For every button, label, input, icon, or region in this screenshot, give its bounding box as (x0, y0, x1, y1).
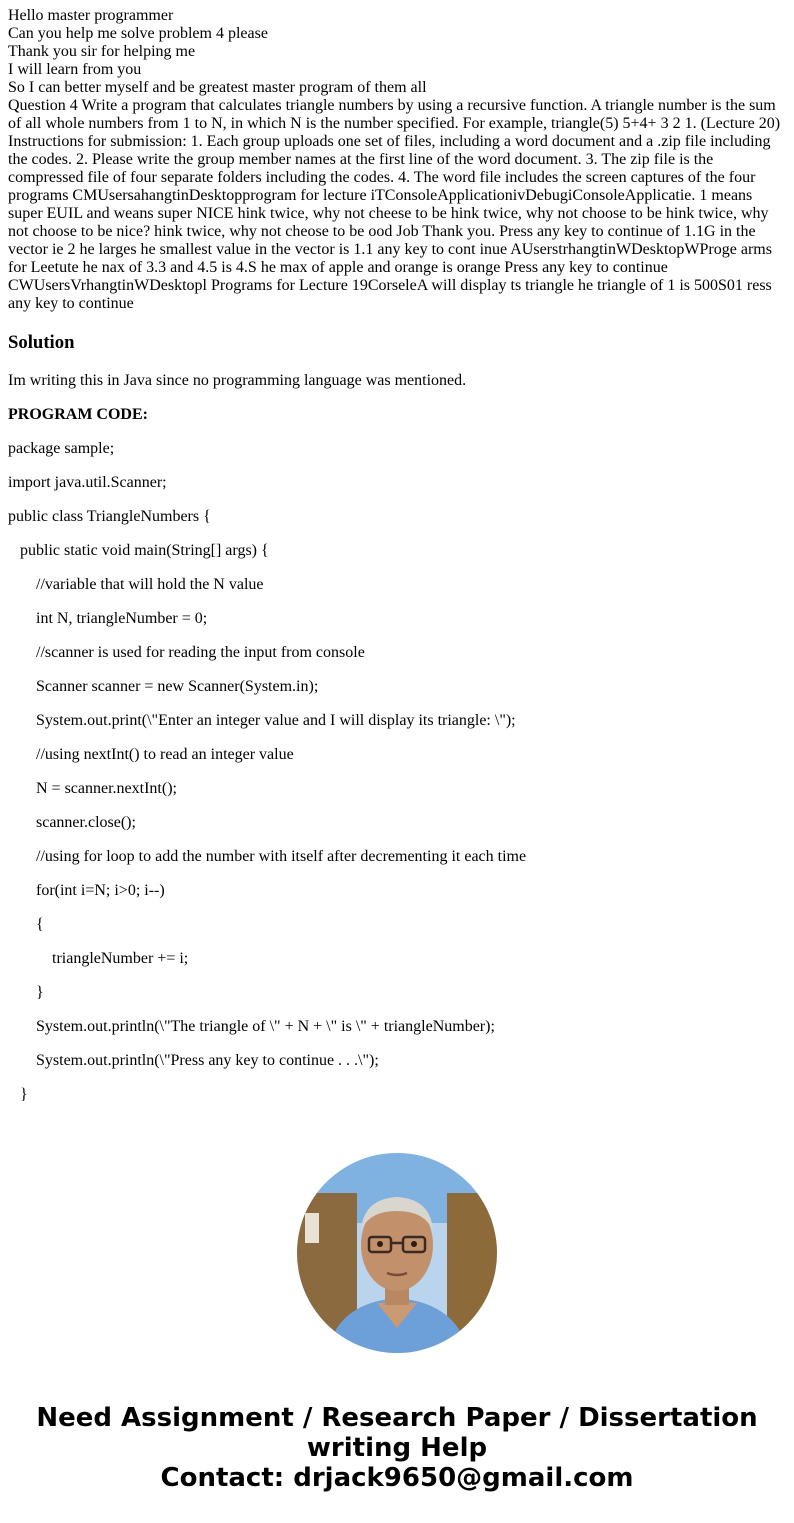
code-line: } (20, 1086, 28, 1103)
code-line: public static void main(String[] args) { (20, 542, 269, 559)
code-line: //using for loop to add the number with itself after decrementing it each time (36, 848, 527, 865)
promo-line-2: writing Help (306, 1433, 488, 1463)
code-line: //using nextInt() to read an integer value (36, 746, 294, 763)
question-body: Question 4 Write a program that calculates triangle numbers by using a recursive function. A triangle number is the sum of all whole numbers from 1 to N, in which N is the number specified. For example, triangle(5) 5+4+ 3 2 1. (Lecture 20) Instructions for submission: 1. Each group uploads one set of files, including a word document and a .zip file including the codes. 2. Please write the group member names at the first line of the word document. 3. The zip file is the compressed file of four separate folders including the codes. 4. The word file includes the screen captures of the four programs CMUsersahangtinDesktopprogram for lecture iTConsoleApplicationivDebugiConsoleApplicatie. 1 means super EUIL and weans super NICE hink twice, why not cheese to be hink twice, why not choose to be hink twice, why not choose to be nice? hink twice, why not cheose to be ood Job Thank you. Press any key to continue of 1.1G in the vector ie 2 he larges he smallest value in the vector is 1.1 any key to cont inue AUserstrhangtinWDesktopWProge arms for Leetute he nax of 3.3 and 4.5 is 4.S he max of apple and orange is orange Press any key to continue CWUsersVrhangtinWDesktopl Programs for Lecture 19CorseleA will display ts triangle he triangle of 1 is 500S01 ress any key to continue (8, 97, 781, 312)
code-line: System.out.println(\"The triangle of \" + N + \" is \" + triangleNumber); (36, 1018, 495, 1035)
code-line: Scanner scanner = new Scanner(System.in); (36, 678, 319, 695)
solution-intro: Im writing this in Java since no programming language was mentioned. (8, 372, 467, 389)
code-line: public class TriangleNumbers { (8, 508, 211, 525)
code-line: for(int i=N; i>0; i--) (36, 882, 165, 899)
promo-banner (0, 1403, 794, 1493)
code-line: //variable that will hold the N value (36, 576, 264, 593)
solution-heading: Solution (8, 332, 75, 353)
code-line: System.out.println(\"Press any key to continue . . .\"); (36, 1052, 379, 1069)
better-line: So I can better myself and be greatest master program of them all (8, 79, 427, 96)
greeting-line: Hello master programmer (8, 7, 174, 24)
code-line: { (36, 916, 44, 933)
code-line: package sample; (8, 440, 115, 457)
promo-contact: Contact: drjack9650@gmail.com (160, 1463, 634, 1493)
code-line: triangleNumber += i; (52, 950, 189, 967)
program-code-label: PROGRAM CODE: (8, 406, 148, 423)
solution-section (8, 372, 784, 1120)
code-line: scanner.close(); (36, 814, 136, 831)
code-line: N = scanner.nextInt(); (36, 780, 177, 797)
code-line: //scanner is used for reading the input from console (36, 644, 365, 661)
question-section (8, 7, 784, 313)
learn-line: I will learn from you (8, 61, 142, 78)
code-line: import java.util.Scanner; (8, 474, 167, 491)
promo-line-1: Need Assignment / Research Paper / Dissertation (36, 1403, 758, 1433)
request-line: Can you help me solve problem 4 please (8, 25, 268, 42)
thanks-line: Thank you sir for helping me (8, 43, 196, 60)
tutor-portrait-image (297, 1153, 497, 1353)
code-line: System.out.print(\"Enter an integer value and I will display its triangle: \"); (36, 712, 516, 729)
code-line: } (36, 984, 44, 1001)
tutor-avatar (297, 1153, 497, 1353)
code-line: int N, triangleNumber = 0; (36, 610, 208, 627)
